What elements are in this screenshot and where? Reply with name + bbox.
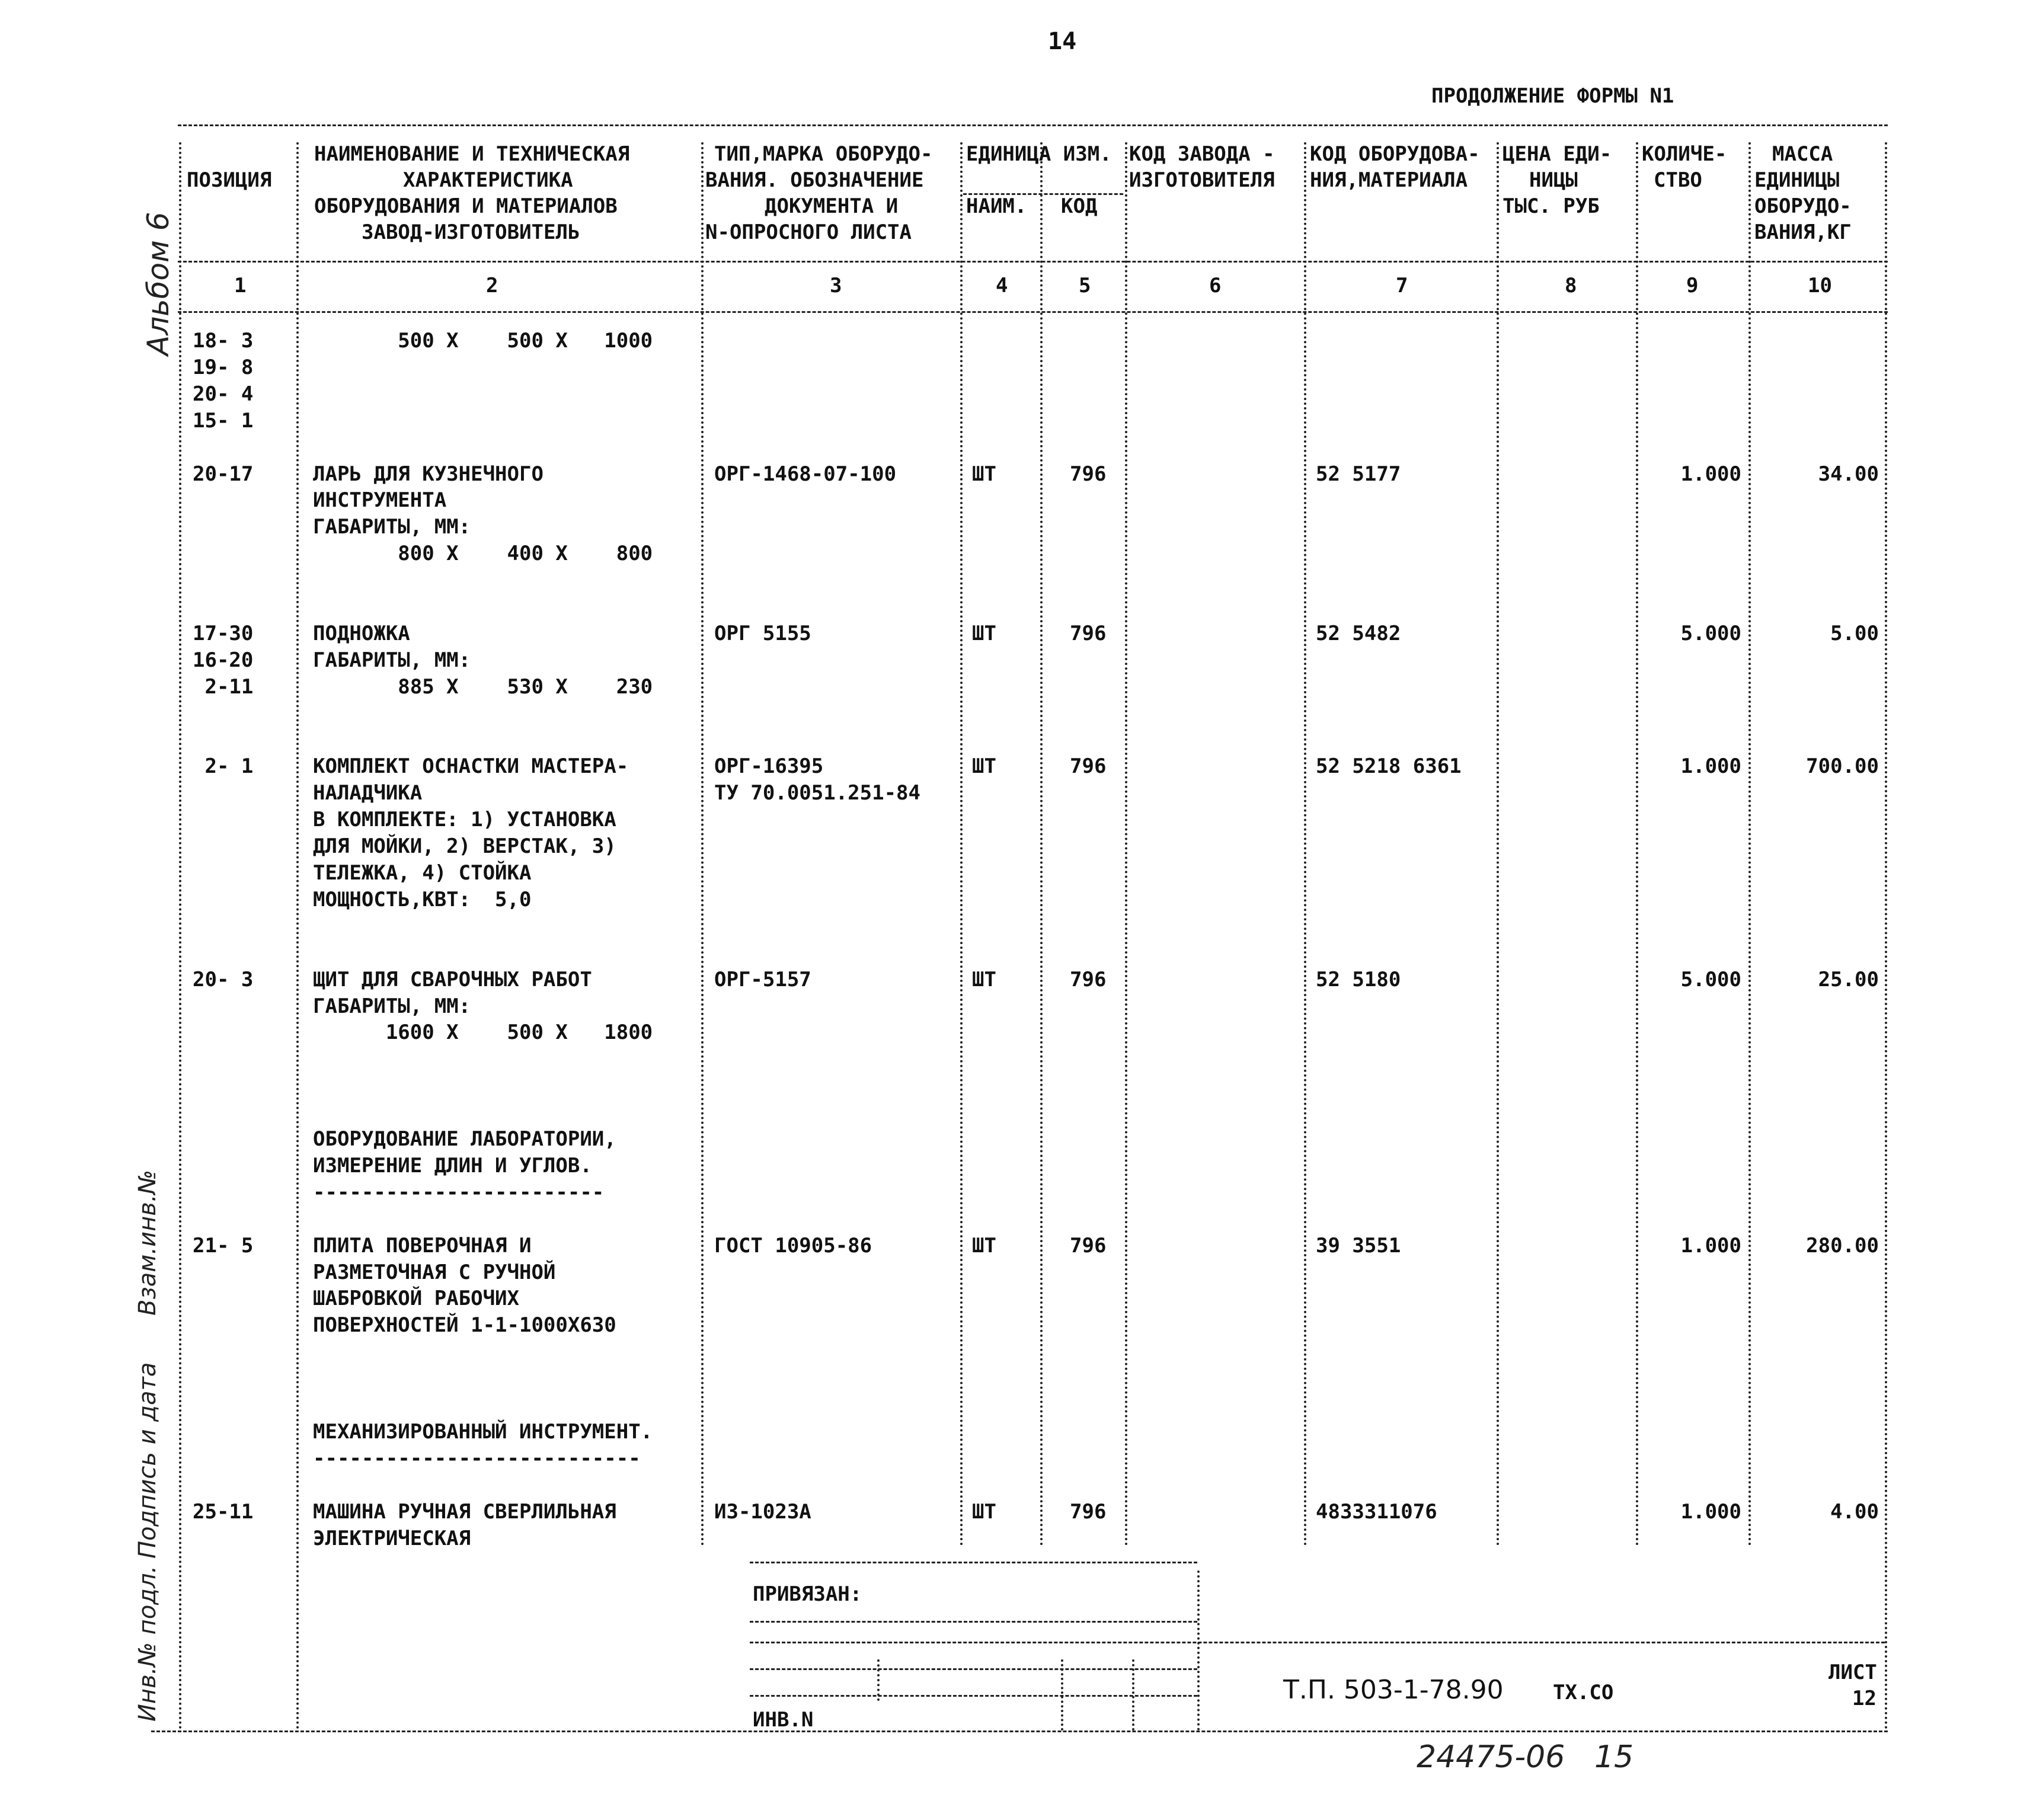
cell-type: ИЗ-1023А [714, 1499, 811, 1524]
cell-name: 800 X 400 X 800 [313, 542, 653, 566]
colnum-10: 10 [1808, 274, 1832, 298]
header-mass-2: ЕДИНИЦЫ [1754, 168, 1840, 192]
header-price-3: ТЫС. РУБ [1502, 194, 1600, 218]
cell-name: ЭЛЕКТРИЧЕСКАЯ [313, 1526, 471, 1550]
cell-mass: 280.00 [1806, 1233, 1879, 1258]
colnum-5: 5 [1079, 274, 1091, 298]
cell-unit: ШТ [972, 754, 996, 779]
cell-name: МОЩНОСТЬ,КВТ: 5,0 [313, 887, 532, 911]
header-mass-3: ОБОРУДО- [1754, 194, 1852, 218]
header-name-3: ОБОРУДОВАНИЯ И МАТЕРИАЛОВ [314, 194, 618, 218]
cell-position: 25-11 [193, 1499, 254, 1524]
cell-position: 21- 5 [193, 1233, 254, 1258]
cell-unit: ШТ [972, 621, 996, 645]
header-name-2: ХАРАКТЕРИСТИКА [403, 168, 573, 192]
header-type-3: ДОКУМЕНТА И [765, 194, 899, 218]
sheet-number: 12 [1852, 1687, 1876, 1710]
cell-position: 2-11 [193, 674, 254, 699]
cell-name: --------------------------- [313, 1446, 641, 1470]
cell-name: ПЛИТА ПОВЕРОЧНАЯ И [313, 1233, 532, 1258]
cell-position: 15- 1 [193, 408, 254, 433]
cell-mass: 4.00 [1830, 1499, 1879, 1524]
doc-code: Т.П. 503-1-78.90 [1283, 1675, 1504, 1705]
cell-unit: ШТ [972, 1233, 996, 1258]
header-position: ПОЗИЦИЯ [187, 168, 272, 192]
cell-name: 1600 X 500 X 1800 [313, 1021, 653, 1045]
header-price-2: НИЦЫ [1529, 168, 1578, 192]
cell-position: 20- 3 [193, 967, 254, 991]
cell-name: ДЛЯ МОЙКИ, 2) ВЕРСТАК, 3) [313, 834, 616, 859]
header-qty-2: СТВО [1654, 168, 1702, 192]
margin-label-signature-date: Подпись и дата [134, 1362, 161, 1559]
cell-name: НАЛАДЧИКА [313, 781, 423, 805]
cell-mass: 34.00 [1818, 462, 1879, 486]
header-plant-code-1: КОД ЗАВОДА - [1129, 142, 1275, 166]
cell-name: В КОМПЛЕКТЕ: 1) УСТАНОВКА [313, 808, 616, 832]
header-mass-1: МАССА [1772, 142, 1833, 166]
cell-name: ПОВЕРХНОСТЕЙ 1-1-1000X630 [313, 1313, 616, 1338]
cell-name: РАЗМЕТОЧНАЯ С РУЧНОЙ [313, 1260, 556, 1284]
header-equip-code-2: НИЯ,МАТЕРИАЛА [1310, 168, 1468, 192]
sheet-label: ЛИСТ [1828, 1661, 1877, 1684]
cell-unit: ШТ [972, 967, 996, 991]
cell-position: 17-30 [193, 621, 254, 645]
cell-name: КОМПЛЕКТ ОСНАСТКИ МАСТЕРА- [313, 754, 629, 779]
colnum-4: 4 [996, 274, 1008, 298]
cell-name: ГАБАРИТЫ, ММ: [313, 994, 471, 1018]
cell-type: ОРГ-5157 [714, 967, 811, 991]
form-title: ПРОДОЛЖЕНИЕ ФОРМЫ N1 [1431, 84, 1674, 108]
colnum-2: 2 [486, 274, 498, 298]
album-label: Альбом 6 [141, 212, 175, 356]
cell-name: 885 X 530 X 230 [313, 674, 653, 699]
cell-position: 20- 4 [193, 382, 254, 406]
cell-type: ТУ 70.0051.251-84 [714, 781, 920, 805]
header-unit: ЕДИНИЦА ИЗМ. [966, 142, 1112, 166]
table-top-rule [178, 124, 1888, 126]
cell-name: 500 X 500 X 1000 [313, 329, 653, 353]
cell-position: 20-17 [193, 462, 254, 486]
handwritten-archive-number: 24475-06 15 [1417, 1739, 1634, 1775]
cell-name: МАШИНА РУЧНАЯ СВЕРЛИЛЬНАЯ [313, 1499, 616, 1524]
header-type-2: ВАНИЯ. ОБОЗНАЧЕНИЕ [705, 168, 924, 192]
cell-name: ------------------------ [313, 1180, 605, 1204]
cell-name: ГАБАРИТЫ, ММ: [313, 648, 471, 672]
cell-name: МЕХАНИЗИРОВАННЫЙ ИНСТРУМЕНТ. [313, 1419, 653, 1444]
header-type-1: ТИП,МАРКА ОБОРУДО- [714, 142, 933, 166]
cell-name: ШАБРОВКОЙ РАБОЧИХ [313, 1287, 519, 1311]
header-name-1: НАИМЕНОВАНИЕ И ТЕХНИЧЕСКАЯ [314, 142, 630, 166]
doc-suffix: ТХ.СО [1553, 1681, 1614, 1704]
colnum-1: 1 [234, 274, 247, 298]
header-name-4: ЗАВОД-ИЗГОТОВИТЕЛЬ [362, 220, 580, 244]
header-mass-4: ВАНИЯ,КГ [1754, 220, 1852, 244]
cell-type: ГОСТ 10905-86 [714, 1233, 872, 1258]
cell-unit-code: 796 [1070, 967, 1107, 991]
margin-label-inv-podl: Инв.№ подл. [134, 1565, 161, 1722]
cell-name: ЛАРЬ ДЛЯ КУЗНЕЧНОГО [313, 462, 544, 486]
colnum-3: 3 [830, 274, 842, 298]
cell-type: ОРГ-1468-07-100 [714, 462, 897, 486]
cell-mass: 700.00 [1806, 754, 1879, 779]
cell-equip-code: 4833311076 [1316, 1499, 1437, 1524]
cell-name: ЩИТ ДЛЯ СВАРОЧНЫХ РАБОТ [313, 967, 592, 991]
cell-quantity: 1.000 [1680, 462, 1741, 486]
cell-mass: 5.00 [1830, 621, 1879, 645]
cell-unit-code: 796 [1070, 621, 1107, 645]
cell-equip-code: 52 5482 [1316, 621, 1401, 645]
cell-position: 16-20 [193, 648, 254, 672]
header-type-4: N-ОПРОСНОГО ЛИСТА [705, 220, 912, 244]
colnum-9: 9 [1686, 274, 1699, 298]
cell-equip-code: 52 5180 [1316, 967, 1401, 991]
stamp-inv: ИНВ.N [753, 1708, 814, 1732]
margin-label-vzam-inv: Взам.инв.№ [134, 1169, 161, 1316]
cell-name: ИЗМЕРЕНИЕ ДЛИН И УГЛОВ. [313, 1153, 592, 1178]
cell-quantity: 1.000 [1680, 1233, 1741, 1258]
cell-unit: ШТ [972, 1499, 996, 1524]
cell-name: ИНСТРУМЕНТА [313, 488, 447, 513]
cell-quantity: 1.000 [1680, 754, 1741, 779]
cell-equip-code: 39 3551 [1316, 1233, 1401, 1258]
cell-unit-code: 796 [1070, 1499, 1107, 1524]
cell-unit-code: 796 [1070, 754, 1107, 779]
cell-unit-code: 796 [1070, 1233, 1107, 1258]
header-unit-name: НАИМ. [966, 194, 1027, 218]
cell-equip-code: 52 5177 [1316, 462, 1401, 486]
colnum-6: 6 [1209, 274, 1222, 298]
cell-name: ОБОРУДОВАНИЕ ЛАБОРАТОРИИ, [313, 1127, 616, 1151]
cell-quantity: 5.000 [1680, 621, 1741, 645]
cell-unit: ШТ [972, 462, 996, 486]
cell-equip-code: 52 5218 6361 [1316, 754, 1462, 779]
header-qty-1: КОЛИЧЕ- [1642, 142, 1727, 166]
cell-position: 19- 8 [193, 355, 254, 379]
header-unit-code: КОД [1061, 194, 1098, 218]
header-price-1: ЦЕНА ЕДИ- [1502, 142, 1612, 166]
header-plant-code-2: ИЗГОТОВИТЕЛЯ [1129, 168, 1275, 192]
cell-type: ОРГ-16395 [714, 754, 824, 779]
colnum-bottom-rule [178, 311, 1888, 313]
colnum-7: 7 [1396, 274, 1408, 298]
cell-name: ГАБАРИТЫ, ММ: [313, 515, 471, 539]
stamp-privyazan: ПРИВЯЗАН: [753, 1582, 862, 1606]
cell-type: ОРГ 5155 [714, 621, 811, 645]
cell-name: ТЕЛЕЖКА, 4) СТОЙКА [313, 861, 532, 885]
table-bottom-rule [151, 1731, 1888, 1732]
cell-mass: 25.00 [1818, 967, 1879, 991]
cell-position: 18- 3 [193, 329, 254, 353]
cell-position: 2- 1 [193, 754, 254, 779]
cell-quantity: 1.000 [1680, 1499, 1741, 1524]
cell-name: ПОДНОЖКА [313, 621, 410, 645]
page-number: 14 [1048, 28, 1077, 55]
colnum-8: 8 [1565, 274, 1577, 298]
cell-unit-code: 796 [1070, 462, 1107, 486]
cell-quantity: 5.000 [1680, 967, 1741, 991]
header-equip-code-1: КОД ОБОРУДОВА- [1310, 142, 1480, 166]
header-bottom-rule [178, 261, 1888, 263]
